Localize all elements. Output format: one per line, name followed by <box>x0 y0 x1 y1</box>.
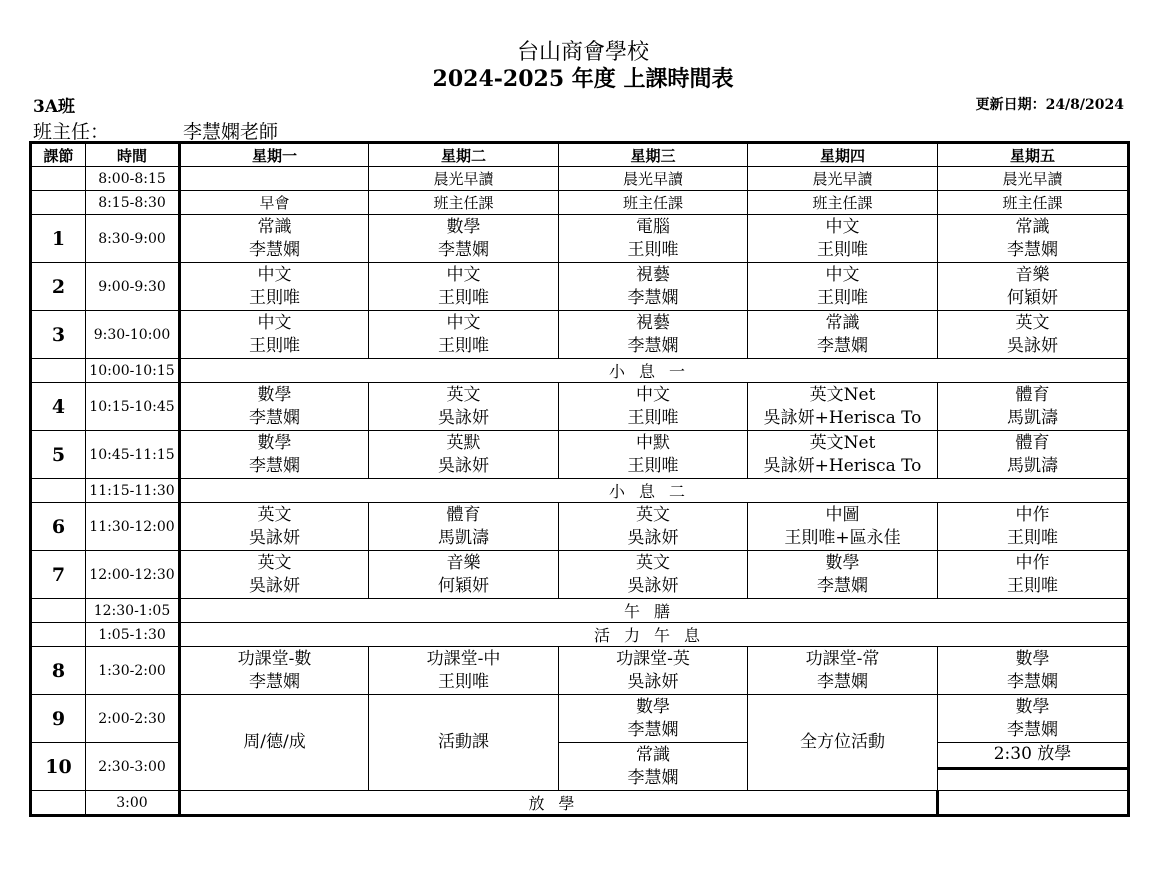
lesson-cell <box>748 311 938 359</box>
lesson-cell <box>369 503 559 551</box>
time-cell: 11:15-11:30 <box>86 479 180 503</box>
lesson-cell <box>559 743 748 791</box>
subject: 英文 <box>636 552 670 573</box>
subject: 英文 <box>446 384 481 405</box>
update-date: 更新日期：24/8/2024 <box>975 97 1124 113</box>
header-row <box>31 143 1129 167</box>
subject: 數學 <box>446 216 481 237</box>
lesson-cell <box>369 311 559 359</box>
table-row <box>31 695 1129 743</box>
teacher: 吳詠妍 <box>249 527 300 548</box>
lesson-cell <box>369 263 559 311</box>
teacher: 吳詠妍 <box>627 575 679 596</box>
lesson-cell <box>748 431 938 479</box>
lesson-cell <box>369 551 559 599</box>
subject: 常識 <box>636 744 670 765</box>
lesson-cell <box>748 551 938 599</box>
lesson-cell: 早會 <box>180 191 369 215</box>
teacher: 王則唯 <box>249 287 300 308</box>
lesson-cell <box>938 503 1129 551</box>
subject: 英文 <box>636 504 670 525</box>
col-header-wed: 星期三 <box>559 143 748 167</box>
teacher: 吳詠妍 <box>627 671 679 692</box>
class-name: 3A班 <box>33 97 76 117</box>
subject: 英文Net <box>809 432 876 453</box>
teacher: 吳詠妍 <box>627 527 679 548</box>
subject: 中文 <box>636 384 670 405</box>
subject: 音樂 <box>446 552 481 573</box>
time-cell: 8:00-8:15 <box>86 167 180 191</box>
table-row <box>31 167 1129 191</box>
lesson-cell <box>180 167 369 191</box>
subject: 英默 <box>446 432 481 453</box>
period-cell <box>31 479 86 503</box>
teacher: 王則唯 <box>627 239 679 260</box>
lesson-cell <box>180 551 369 599</box>
time-cell: 1:30-2:00 <box>86 647 180 695</box>
time-cell: 10:00-10:15 <box>86 359 180 383</box>
teacher: 王則唯 <box>438 335 489 356</box>
subject: 功課堂-英 <box>616 648 690 669</box>
teacher: 李慧嫻 <box>817 575 868 596</box>
lesson-cell <box>748 215 938 263</box>
lesson-cell <box>180 503 369 551</box>
lesson-cell <box>369 383 559 431</box>
teacher: 吳詠妍+Herisca To <box>763 455 922 476</box>
timetable-title: 2024-2025 年度 上課時間表 <box>432 66 734 92</box>
time-cell: 2:30-3:00 <box>86 743 180 791</box>
subject: 英文Net <box>809 384 876 405</box>
teacher: 李慧嫻 <box>249 455 300 476</box>
teacher: 王則唯 <box>438 287 489 308</box>
subject: 中文 <box>446 264 481 285</box>
lesson-cell <box>938 431 1129 479</box>
lesson-cell: 全方位活動 <box>748 695 938 791</box>
time-cell: 12:00-12:30 <box>86 551 180 599</box>
teacher: 李慧嫻 <box>438 239 489 260</box>
lesson-cell <box>180 215 369 263</box>
table-row <box>31 431 1129 479</box>
teacher: 李慧嫻 <box>627 719 679 740</box>
teacher: 李慧嫻 <box>1007 719 1058 740</box>
teacher: 王則唯 <box>817 287 868 308</box>
lesson-cell <box>559 215 748 263</box>
teacher: 王則唯+區永佳 <box>784 527 901 548</box>
time-cell: 10:15-10:45 <box>86 383 180 431</box>
lesson-cell <box>938 311 1129 359</box>
teacher: 王則唯 <box>249 335 300 356</box>
time-cell: 8:15-8:30 <box>86 191 180 215</box>
period-number: 9 <box>31 695 86 743</box>
subject: 常識 <box>257 216 292 237</box>
lesson-cell: 活動課 <box>369 695 559 791</box>
lesson-cell <box>180 431 369 479</box>
lesson-cell: 周/德/成 <box>180 695 369 791</box>
teacher: 李慧嫻 <box>627 767 679 788</box>
class-teacher-label: 班主任： <box>33 121 110 143</box>
col-header-thu: 星期四 <box>748 143 938 167</box>
break-row <box>31 623 1129 647</box>
teacher: 王則唯 <box>1007 527 1058 548</box>
subject: 常識 <box>1015 216 1050 237</box>
lesson-cell <box>369 431 559 479</box>
subject: 視藝 <box>636 312 670 333</box>
subject: 數學 <box>1015 696 1050 717</box>
subject: 中文 <box>257 264 292 285</box>
lesson-cell <box>748 647 938 695</box>
teacher: 王則唯 <box>817 239 868 260</box>
teacher: 馬凱濤 <box>438 527 489 548</box>
table-row <box>31 311 1129 359</box>
period-number: 5 <box>31 431 86 479</box>
lesson-cell <box>748 263 938 311</box>
lesson-cell <box>559 263 748 311</box>
break-row <box>31 479 1129 503</box>
dismissal-note <box>938 743 1129 791</box>
teacher: 李慧嫻 <box>1007 671 1058 692</box>
col-header-time: 時間 <box>86 143 180 167</box>
subject: 中文 <box>825 264 860 285</box>
period-number: 2 <box>31 263 86 311</box>
time-cell: 11:30-12:00 <box>86 503 180 551</box>
lesson-cell <box>938 215 1129 263</box>
teacher: 李慧嫻 <box>627 287 679 308</box>
lesson-cell: 班主任課 <box>748 191 938 215</box>
teacher: 李慧嫻 <box>1007 239 1058 260</box>
teacher: 李慧嫻 <box>249 407 300 428</box>
col-header-mon: 星期一 <box>180 143 369 167</box>
period-cell <box>31 191 86 215</box>
col-header-tue: 星期二 <box>369 143 559 167</box>
col-header-fri: 星期五 <box>938 143 1129 167</box>
subject: 功課堂-中 <box>426 648 501 669</box>
period-cell <box>31 623 86 647</box>
period-number: 4 <box>31 383 86 431</box>
time-cell: 12:30-1:05 <box>86 599 180 623</box>
timetable <box>29 141 1130 817</box>
lesson-cell <box>748 503 938 551</box>
teacher: 李慧嫻 <box>627 335 679 356</box>
lesson-cell <box>938 551 1129 599</box>
lesson-cell <box>559 551 748 599</box>
subject: 常識 <box>825 312 860 333</box>
time-cell: 10:45-11:15 <box>86 431 180 479</box>
lesson-cell <box>559 695 748 743</box>
period-number: 3 <box>31 311 86 359</box>
lesson-cell: 班主任課 <box>559 191 748 215</box>
subject: 功課堂-常 <box>805 648 880 669</box>
teacher: 吳詠妍+Herisca To <box>763 407 922 428</box>
lesson-cell <box>938 647 1129 695</box>
lesson-cell <box>180 647 369 695</box>
lesson-cell: 班主任課 <box>938 191 1129 215</box>
activity-break-label: 活力午息 <box>180 623 1129 647</box>
table-row <box>31 191 1129 215</box>
subject: 中作 <box>1015 504 1050 525</box>
period-number: 8 <box>31 647 86 695</box>
teacher: 李慧嫻 <box>249 239 300 260</box>
class-teacher-name: 李慧嫻老師 <box>183 121 279 143</box>
time-cell: 9:30-10:00 <box>86 311 180 359</box>
teacher: 馬凱濤 <box>1007 407 1058 428</box>
teacher: 李慧嫻 <box>249 671 300 692</box>
subject: 音樂 <box>1015 264 1050 285</box>
lesson-cell: 晨光早讀 <box>748 167 938 191</box>
time-cell: 3:00 <box>86 791 180 816</box>
teacher: 吳詠妍 <box>249 575 300 596</box>
break-label: 小息二 <box>180 479 1129 503</box>
lesson-cell <box>180 311 369 359</box>
lesson-cell <box>559 503 748 551</box>
early-dismissal-label: 2:30 放學 <box>938 743 1127 770</box>
period-number: 10 <box>31 743 86 791</box>
lesson-cell: 班主任課 <box>369 191 559 215</box>
table-row <box>31 383 1129 431</box>
teacher: 吳詠妍 <box>1007 335 1058 356</box>
period-cell <box>31 599 86 623</box>
time-cell: 8:30-9:00 <box>86 215 180 263</box>
subject: 英文 <box>257 504 292 525</box>
subject: 體育 <box>1015 384 1050 405</box>
lesson-cell <box>369 215 559 263</box>
break-row <box>31 359 1129 383</box>
lesson-cell <box>559 647 748 695</box>
subject: 數學 <box>257 432 292 453</box>
subject: 中文 <box>446 312 481 333</box>
lesson-cell <box>180 383 369 431</box>
teacher: 李慧嫻 <box>817 335 868 356</box>
time-cell: 2:00-2:30 <box>86 695 180 743</box>
teacher: 馬凱濤 <box>1007 455 1058 476</box>
break-label: 小息一 <box>180 359 1129 383</box>
period-number: 7 <box>31 551 86 599</box>
time-cell: 9:00-9:30 <box>86 263 180 311</box>
table-row <box>31 551 1129 599</box>
teacher: 王則唯 <box>627 455 679 476</box>
teacher: 王則唯 <box>1007 575 1058 596</box>
lesson-cell: 晨光早讀 <box>938 167 1129 191</box>
subject: 體育 <box>1015 432 1050 453</box>
lesson-cell <box>180 263 369 311</box>
table-row <box>31 647 1129 695</box>
subject: 數學 <box>825 552 860 573</box>
subject: 英文 <box>257 552 292 573</box>
subject: 功課堂-數 <box>237 648 312 669</box>
lesson-cell <box>938 695 1129 743</box>
lesson-cell <box>559 431 748 479</box>
lesson-cell <box>938 383 1129 431</box>
lesson-cell <box>559 311 748 359</box>
end-row <box>31 791 1129 816</box>
break-row <box>31 599 1129 623</box>
lesson-cell <box>559 383 748 431</box>
subject: 視藝 <box>636 264 670 285</box>
dismissal-label: 放學 <box>180 791 938 816</box>
subject: 數學 <box>636 696 670 717</box>
empty-cell <box>938 791 1129 816</box>
period-number: 1 <box>31 215 86 263</box>
teacher: 吳詠妍 <box>438 455 489 476</box>
lesson-cell <box>938 263 1129 311</box>
lesson-cell <box>748 383 938 431</box>
period-number: 6 <box>31 503 86 551</box>
subject: 中文 <box>825 216 860 237</box>
table-row <box>31 215 1129 263</box>
teacher: 何穎妍 <box>1007 287 1058 308</box>
subject: 中作 <box>1015 552 1050 573</box>
teacher: 王則唯 <box>627 407 679 428</box>
subject: 英文 <box>1015 312 1050 333</box>
subject: 體育 <box>446 504 481 525</box>
period-cell <box>31 167 86 191</box>
col-header-period: 課節 <box>31 143 86 167</box>
subject: 中默 <box>636 432 670 453</box>
subject: 中圖 <box>825 504 860 525</box>
table-row <box>31 263 1129 311</box>
school-name: 台山商會學校 <box>516 40 649 65</box>
period-cell <box>31 359 86 383</box>
period-cell <box>31 791 86 816</box>
subject: 中文 <box>257 312 292 333</box>
lunch-label: 午膳 <box>180 599 1129 623</box>
teacher: 李慧嫻 <box>817 671 868 692</box>
teacher: 吳詠妍 <box>438 407 489 428</box>
subject: 數學 <box>1015 648 1050 669</box>
teacher: 王則唯 <box>438 671 489 692</box>
table-row <box>31 503 1129 551</box>
teacher: 何穎妍 <box>438 575 489 596</box>
subject: 電腦 <box>636 216 670 237</box>
subject: 數學 <box>257 384 292 405</box>
lesson-cell: 晨光早讀 <box>369 167 559 191</box>
lesson-cell <box>369 647 559 695</box>
lesson-cell: 晨光早讀 <box>559 167 748 191</box>
time-cell: 1:05-1:30 <box>86 623 180 647</box>
